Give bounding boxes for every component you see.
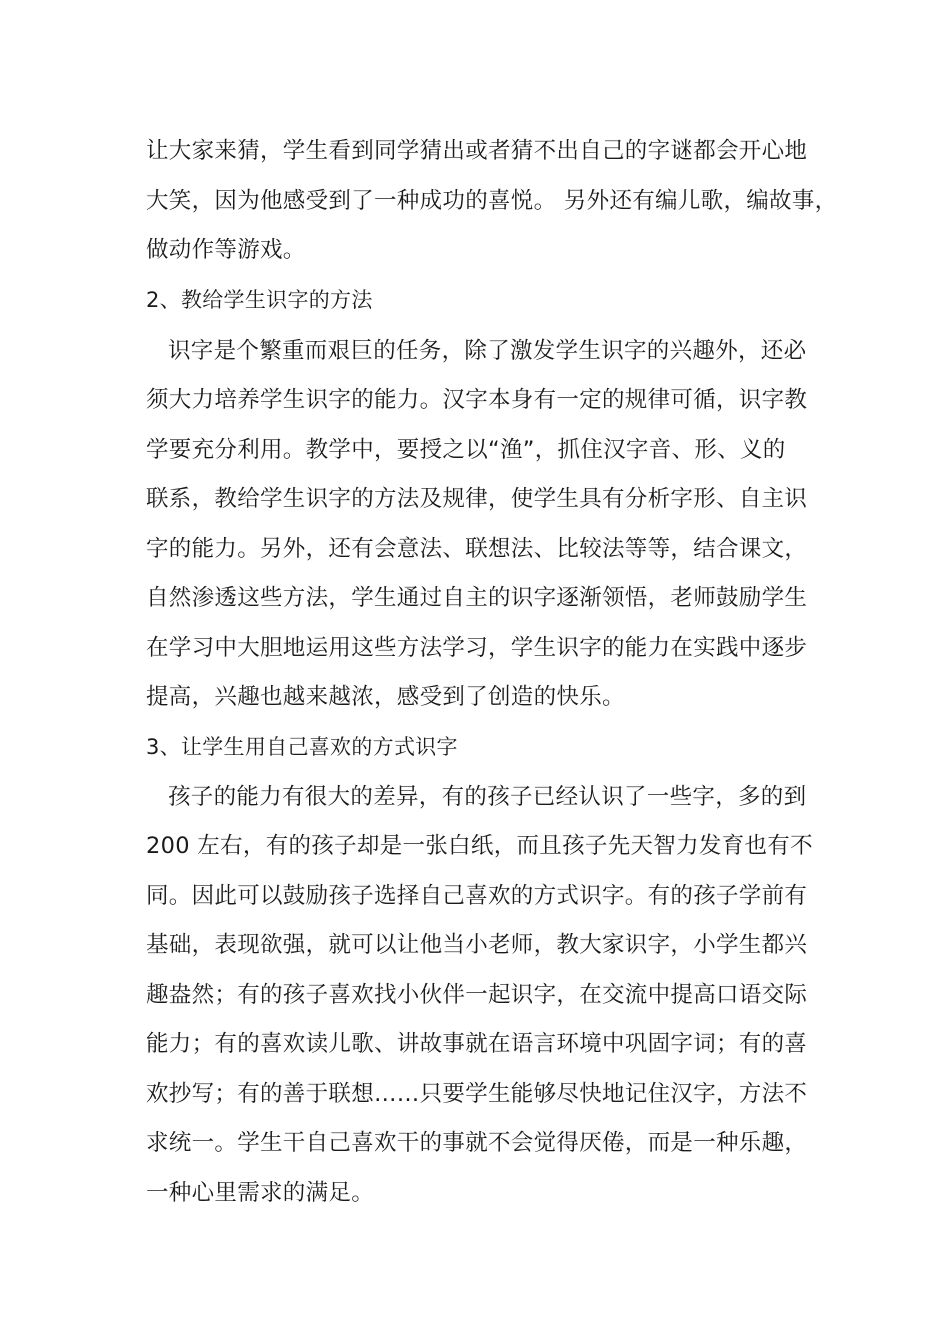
text-line: 让大家来猜，学生看到同学猜出或者猜不出自己的字谜都会开心地	[146, 138, 808, 164]
text-line: 能力；有的喜欢读儿歌、讲故事就在语言环境中巩固字词；有的喜	[146, 1031, 808, 1057]
text-line: 欢抄写；有的善于联想……只要学生能够尽快地记住汉字，方法不	[146, 1081, 808, 1107]
text-line: 200 左右，有的孩子却是一张白纸，而且孩子先天智力发育也有不	[146, 833, 813, 859]
text-line: 须大力培养学生识字的能力。汉字本身有一定的规律可循，识字教	[146, 387, 808, 413]
text-line: 趣盎然；有的孩子喜欢找小伙伴一起识字，在交流中提高口语交际	[146, 982, 808, 1008]
text-line: 学要充分利用。教学中，要授之以“渔”，抓住汉字音、形、义的	[146, 437, 786, 463]
text-line: 求统一。学生干自己喜欢干的事就不会觉得厌倦，而是一种乐趣，	[146, 1130, 808, 1156]
text-line: 提高，兴趣也越来越浓，感受到了创造的快乐。	[146, 684, 625, 710]
text-line: 同。因此可以鼓励孩子选择自己喜欢的方式识字。有的孩子学前有	[146, 883, 808, 909]
text-line: 识字是个繁重而艰巨的任务，除了激发学生识字的兴趣外，还必	[168, 338, 807, 364]
text-line: 孩子的能力有很大的差异，有的孩子已经认识了一些字，多的到	[168, 784, 807, 810]
text-line: 一种心里需求的满足。	[146, 1180, 375, 1206]
text-line: 联系，教给学生识字的方法及规律，使学生具有分析字形、自主识	[146, 486, 808, 512]
text-line: 自然渗透这些方法，学生通过自主的识字逐渐领悟，老师鼓励学生	[146, 585, 808, 611]
text-line: 基础，表现欲强，就可以让他当小老师，教大家识字，小学生都兴	[146, 932, 808, 958]
text-line: 做动作等游戏。	[146, 237, 306, 263]
text-line: 在学习中大胆地运用这些方法学习，学生识字的能力在实践中逐步	[146, 635, 808, 661]
section-heading: 2、教给学生识字的方法	[146, 288, 373, 312]
text-line: 字的能力。另外，还有会意法、联想法、比较法等等，结合课文，	[146, 536, 808, 562]
text-line: 大笑，因为他感受到了一种成功的喜悦。 另外还有编儿歌，编故事，	[146, 188, 838, 214]
section-heading: 3、让学生用自己喜欢的方式识字	[146, 735, 458, 759]
